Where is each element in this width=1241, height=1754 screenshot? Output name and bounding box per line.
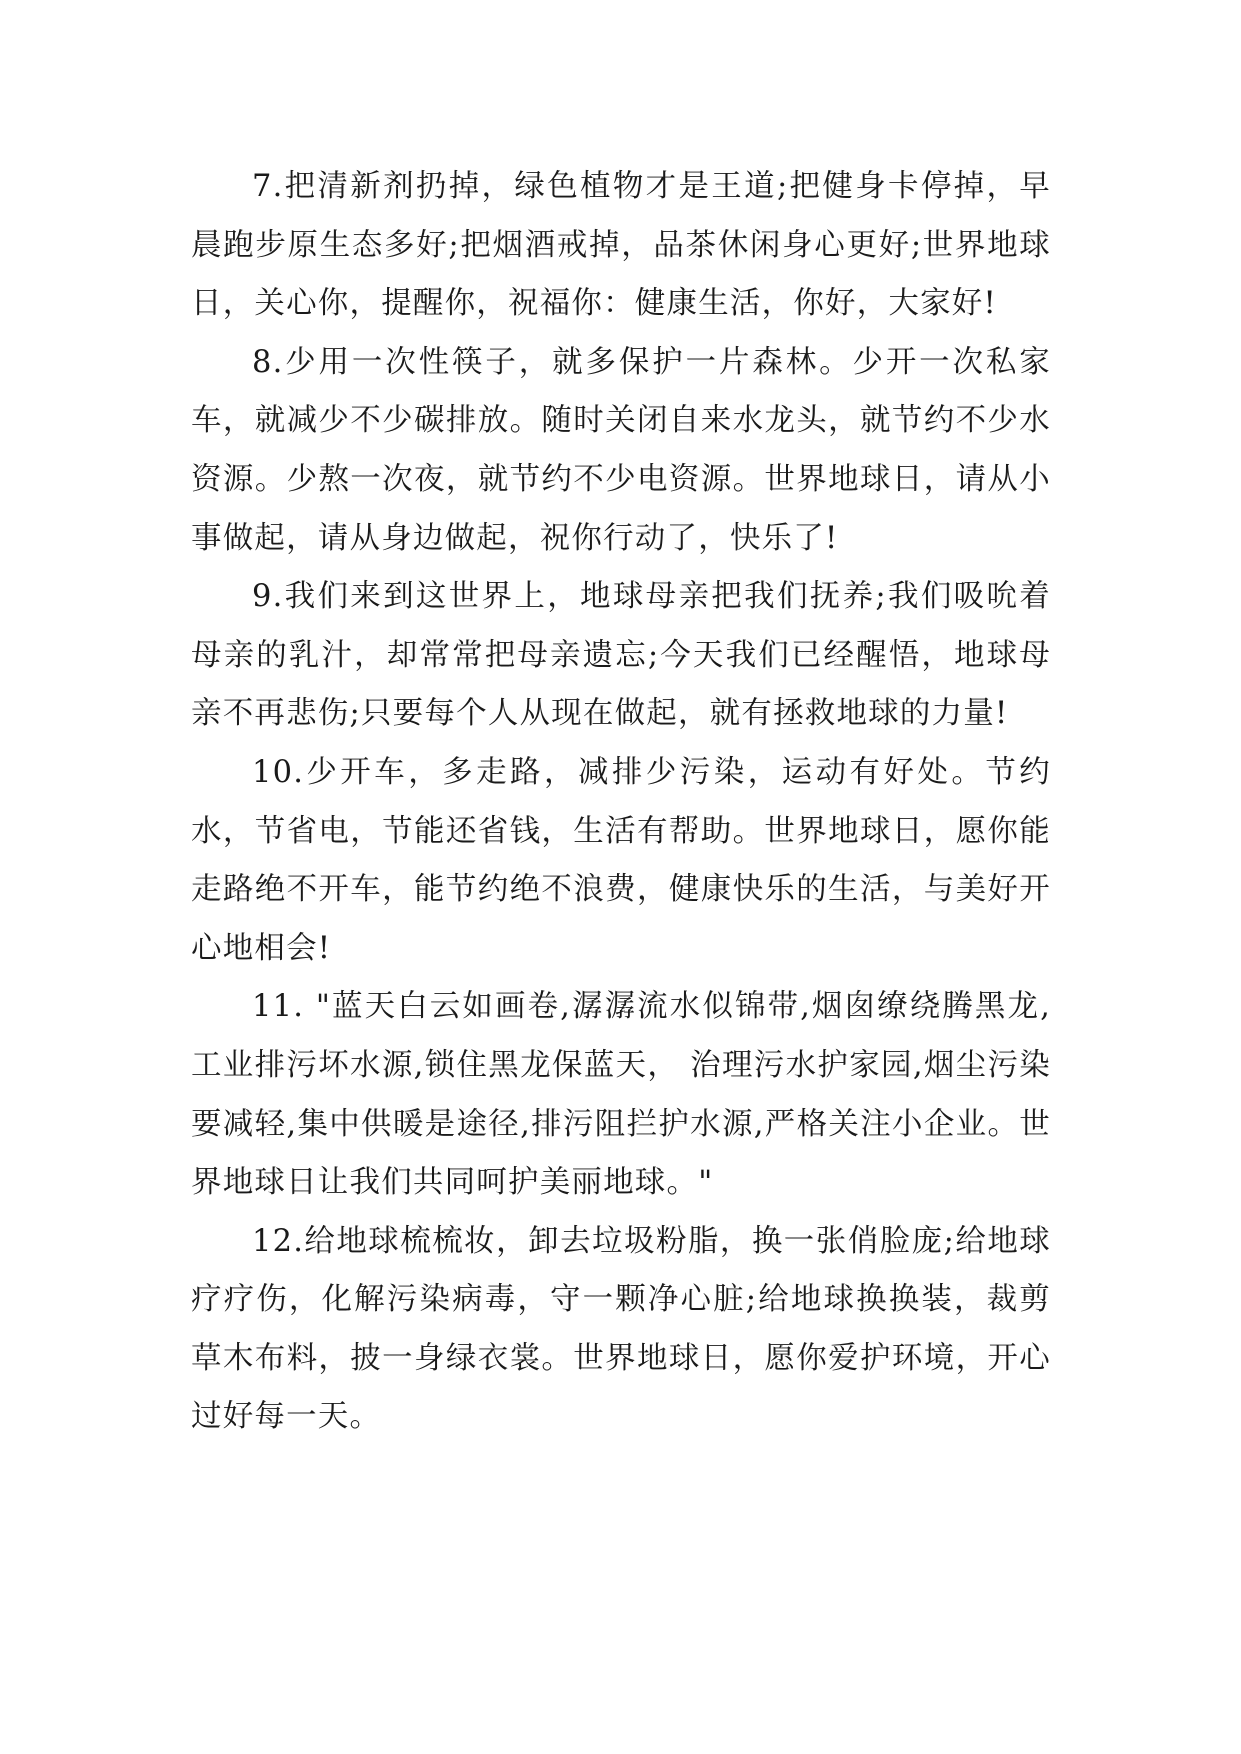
paragraph-9: 9.我们来到这世界上，地球母亲把我们抚养;我们吸吮着母亲的乳汁，却常常把母亲遗忘;今天我们已经醒悟，地球母亲不再悲伤;只要每个人从现在做起，就有拯救地球的力量!: [191, 579, 1051, 732]
paragraph-12: 12.给地球梳梳妆，卸去垃圾粉脂，换一张俏脸庞;给地球疗疗伤，化解污染病毒，守一颗净心脏;给地球换换装，裁剪草木布料，披一身绿衣裳。世界地球日，愿你爱护环境，开心过好每一天。: [191, 1223, 1051, 1435]
document-body: [191, 158, 1051, 1447]
paragraph-7: 7.把清新剂扔掉，绿色植物才是王道;把健身卡停掉，早晨跑步原生态多好;把烟酒戒掉，品茶休闲身心更好;世界地球日，关心你，提醒你，祝福你：健康生活，你好，大家好!: [191, 169, 1051, 322]
paragraph-10: 10.少开车，多走路，减排少污染，运动有好处。节约水，节省电，节能还省钱，生活有帮助。世界地球日，愿你能走路绝不开车，能节约绝不浪费，健康快乐的生活，与美好开心地相会!: [191, 754, 1051, 966]
paragraph-11: 11. "蓝天白云如画卷,潺潺流水似锦带,烟囱缭绕腾黑龙,工业排污坏水源,锁住黑龙保蓝天， 治理污水护家园,烟尘污染要减轻,集中供暖是途径,排污阻拦护水源,严格关注小企业。世界地球日让我们共同呵护美丽地球。": [191, 989, 1051, 1201]
paragraph-8: 8.少用一次性筷子，就多保护一片森林。少开一次私家车，就减少不少碳排放。随时关闭自来水龙头，就节约不少水资源。少熬一次夜，就节约不少电资源。世界地球日，请从小事做起，请从身边做起，祝你行动了，快乐了!: [191, 344, 1051, 556]
